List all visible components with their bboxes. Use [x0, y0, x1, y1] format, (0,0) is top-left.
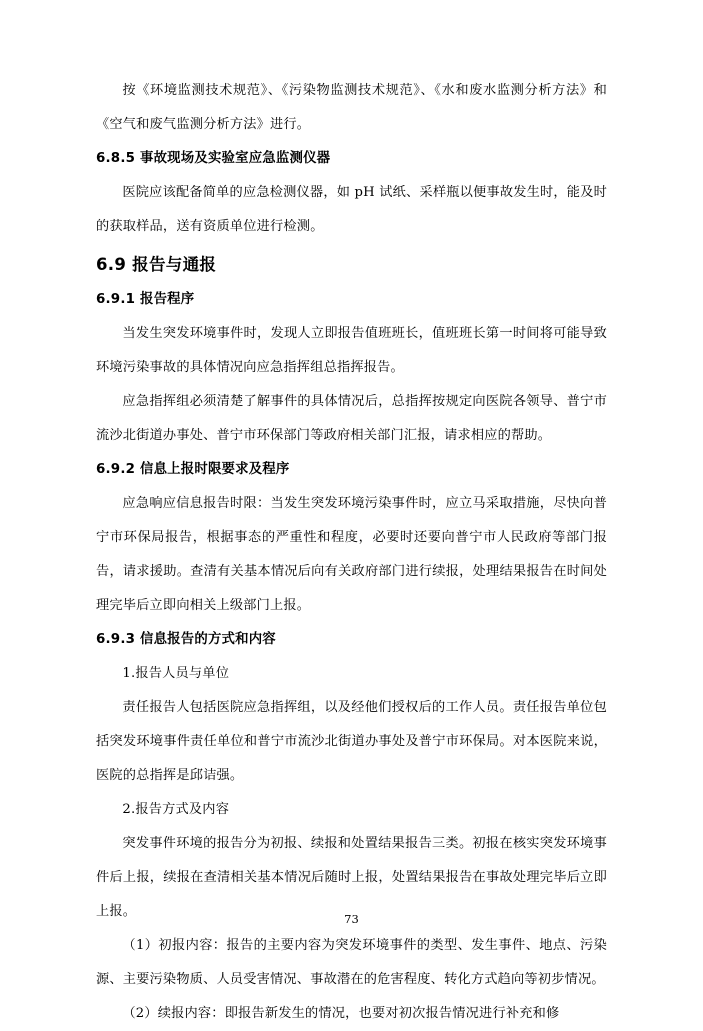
heading-6-9-2: 6.9.2 信息上报时限要求及程序 [96, 462, 290, 477]
paragraph-item-1-body: 责任报告人包括医院应急指挥组，以及经他们授权后的工作人员。责任报告单位包括突发环境事件责任单位和普宁市流沙北街道办事处及普宁市环保局。对本医院来说，医院的总指挥是邱诘强。 [96, 700, 607, 783]
paragraph-item-2-body: 突发事件环境的报告分为初报、续报和处置结果报告三类。初报在核实突发环境事件后上报，续报在查清相关基本情况后随时上报，处置结果报告在事故处理完毕后立即上报。 [96, 836, 607, 919]
page-number: 73 [344, 912, 359, 926]
paragraph-item-1-title: 1.报告人员与单位 [122, 666, 230, 681]
paragraph-emergency-instruments: 医院应该配备简单的应急检测仪器，如 pH 试纸、采样瓶以便事故发生时，能及时的获取样品，送有资质单位进行检测。 [96, 185, 607, 234]
heading-6-9-1: 6.9.1 报告程序 [96, 292, 195, 307]
paragraph-report-timing: 应急响应信息报告时限：当发生突发环境污染事件时，应立马采取措施，尽快向普宁市环保局报告，根据事态的严重性和程度，必要时还要向普宁市人民政府等部门报告，请求援助。查清有关基本情况后向有关政府部门进行续报，处理结果报告在时间处理完毕后立即向相关上级部门上报。 [96, 496, 607, 613]
paragraph-report-procedure-2: 应急指挥组必须清楚了解事件的具体情况后，总指挥按规定向医院各领导、普宁市流沙北街道办事处、普宁市环保部门等政府相关部门汇报，请求相应的帮助。 [96, 394, 607, 443]
paragraph-monitoring-standards: 按《环境监测技术规范》、《污染物监测技术规范》、《水和废水监测分析方法》和《空气和废气监测分析方法》进行。 [96, 83, 607, 132]
paragraph-report-procedure-1: 当发生突发环境事件时，发现人立即报告值班班长，值班班长第一时间将可能导致环境污染事故的具体情况向应急指挥组总指挥报告。 [96, 326, 607, 375]
paragraph-item-2-title: 2.报告方式及内容 [122, 802, 230, 817]
heading-6-8-5: 6.8.5 事故现场及实验室应急监测仪器 [96, 151, 331, 166]
paragraph-sub-2: （2）续报内容：即报告新发生的情况，也要对初次报告情况进行补充和修 [122, 1006, 560, 1021]
heading-6-9: 6.9 报告与通报 [96, 255, 217, 274]
heading-6-9-3: 6.9.3 信息报告的方式和内容 [96, 632, 276, 647]
paragraph-sub-1: （1）初报内容：报告的主要内容为突发环境事件的类型、发生事件、地点、污染源、主要污染物质、人员受害情况、事故潜在的危害程度、转化方式趋向等初步情况。 [96, 938, 607, 987]
document-body [96, 74, 607, 1031]
